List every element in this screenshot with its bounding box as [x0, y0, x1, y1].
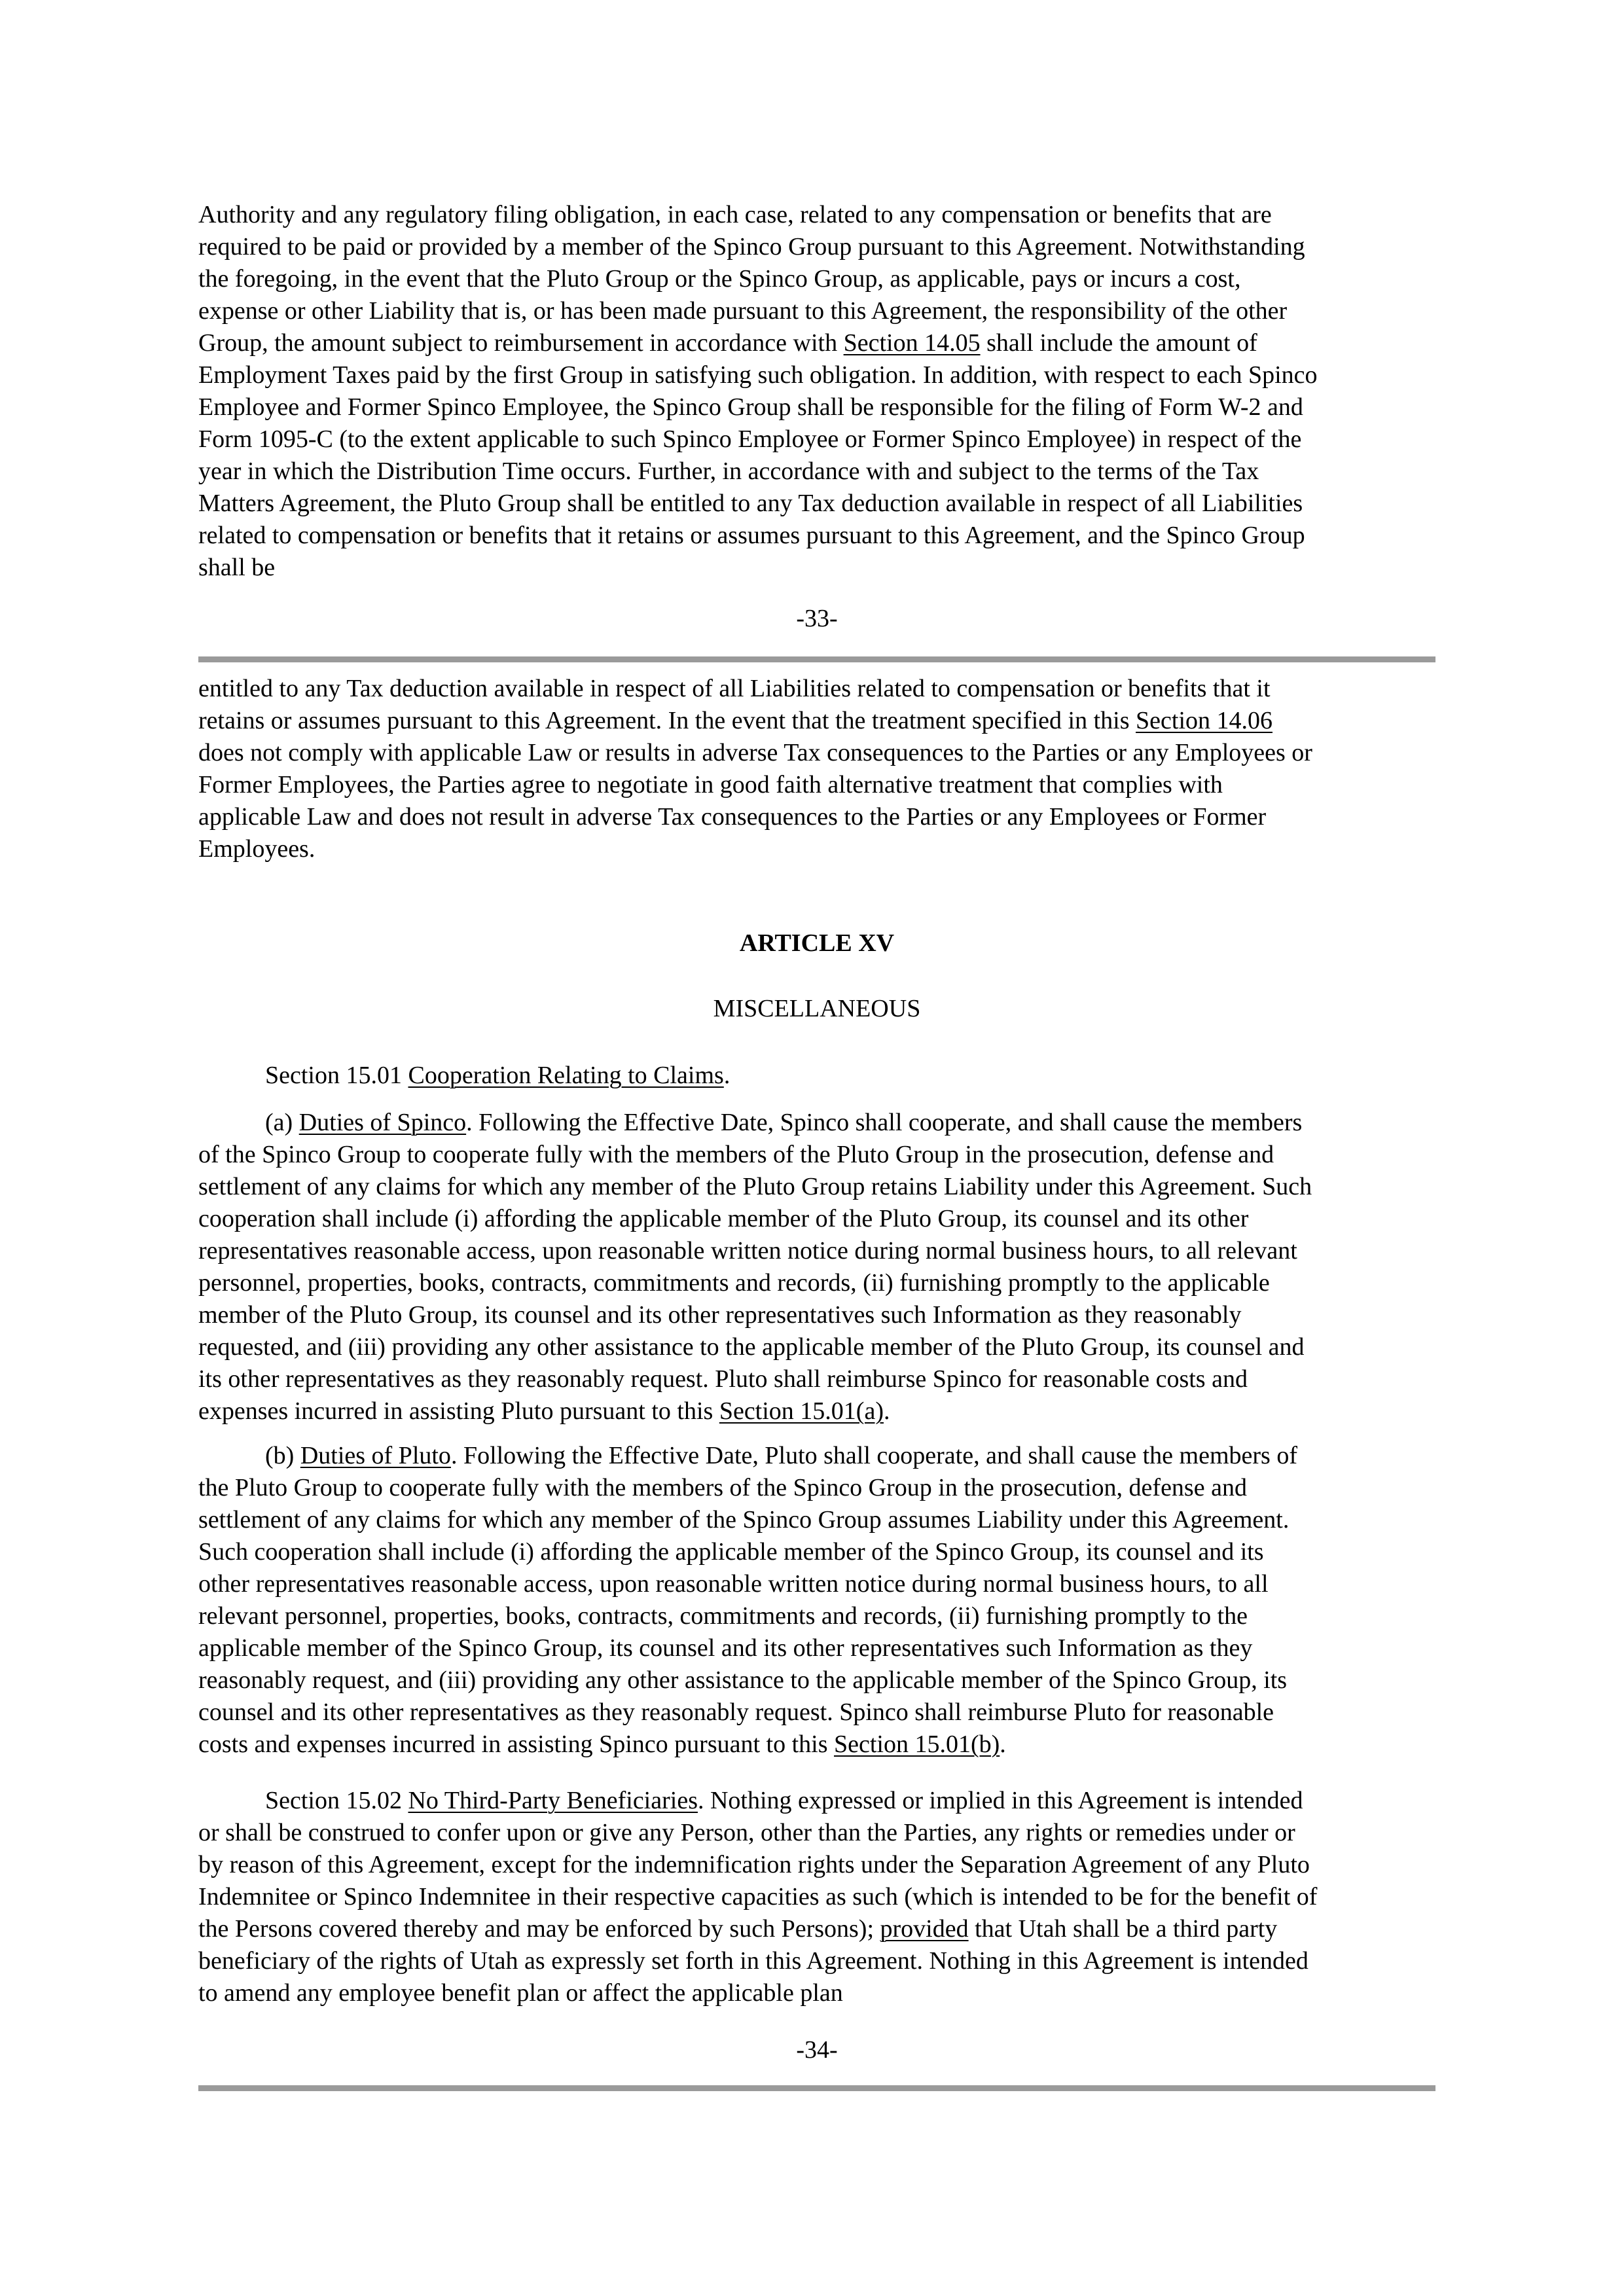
section-15-01b-link[interactable]: Section 15.01(b)	[834, 1731, 1000, 1758]
text-line	[198, 1107, 1312, 1139]
text-line: cooperation shall include (i) affording the applicable member of the Pluto Group, its counsel and its other	[198, 1205, 1249, 1232]
article-subheading: MISCELLANEOUS	[713, 995, 921, 1022]
text-span: that Utah shall be a third party	[968, 1915, 1278, 1943]
text-line	[198, 1440, 1297, 1472]
text-line: Authority and any regulatory filing obligation, in each case, related to any compensation or benefits that are	[198, 201, 1272, 228]
text-line	[198, 1785, 1317, 1817]
section-14-05-link[interactable]: Section 14.05	[843, 329, 981, 357]
text-line: entitled to any Tax deduction available in respect of all Liabilities related to compensation or benefits that it	[198, 675, 1271, 702]
clause-title: Duties of Pluto	[300, 1442, 451, 1469]
text-line: counsel and its other representatives as they reasonably request. Spinco shall reimburse Pluto for reasonable	[198, 1698, 1274, 1726]
text-span: expenses incurred in assisting Pluto pursuant to this	[198, 1397, 719, 1425]
text-line	[198, 1395, 1312, 1427]
text-span: shall include the amount of	[980, 329, 1257, 357]
text-line: does not comply with applicable Law or results in adverse Tax consequences to the Parties or any Employees or	[198, 739, 1312, 766]
section-number: Section 15.02	[265, 1787, 408, 1814]
text-line: beneficiary of the rights of Utah as expressly set forth in this Agreement. Nothing in this Agreement is intended	[198, 1947, 1308, 1975]
text-line: expense or other Liability that is, or has been made pursuant to this Agreement, the responsibility of the other	[198, 297, 1288, 325]
text-line	[198, 1729, 1297, 1761]
text-line: settlement of any claims for which any member of the Pluto Group retains Liability under this Agreement. Such	[198, 1173, 1312, 1200]
clause-title: Duties of Spinco	[298, 1109, 467, 1136]
text-line: Employees.	[198, 835, 316, 863]
section-15-01-title: Cooperation Relating to Claims	[408, 1062, 724, 1089]
section-15-02-title: No Third-Party Beneficiaries	[408, 1787, 698, 1814]
text-line: Indemnitee or Spinco Indemnitee in their respective capacities as such (which is intended to be for the benefit of	[198, 1883, 1318, 1910]
text-line: applicable Law and does not result in adverse Tax consequences to the Parties or any Employees or Former	[198, 803, 1267, 831]
text-span: .	[883, 1397, 890, 1425]
page-number-34: -34-	[796, 2036, 838, 2064]
text-line	[198, 1913, 1317, 1945]
text-line: other representatives reasonable access, upon reasonable written notice during normal business hours, to all	[198, 1570, 1269, 1598]
text-line: its other representatives as they reasonably request. Pluto shall reimburse Spinco for reasonable costs and	[198, 1365, 1248, 1393]
page-number-33: -33-	[796, 605, 838, 632]
text-line: Employee and Former Spinco Employee, the Spinco Group shall be responsible for the filing of Form W-2 and	[198, 393, 1303, 421]
text-line: applicable member of the Spinco Group, its counsel and its other representatives such Information as they	[198, 1634, 1253, 1662]
text-span: . Nothing expressed or implied in this Agreement is intended	[697, 1787, 1303, 1814]
section-14-06-link[interactable]: Section 14.06	[1136, 707, 1272, 734]
text-line	[198, 1060, 730, 1092]
text-line: requested, and (iii) providing any other assistance to the applicable member of the Pluto Group, its counsel and	[198, 1333, 1305, 1361]
section-number: Section 15.01	[265, 1062, 408, 1089]
clause-label: (b)	[265, 1442, 300, 1469]
text-line: related to compensation or benefits that it retains or assumes pursuant to this Agreement, and the Spinco Group	[198, 522, 1305, 549]
text-line: Such cooperation shall include (i) affording the applicable member of the Spinco Group, its counsel and its	[198, 1538, 1264, 1566]
paragraph-tax-obligations	[198, 199, 1318, 584]
text-span: . Following the Effective Date, Spinco shall cooperate, and shall cause the members	[466, 1109, 1303, 1136]
text-line: required to be paid or provided by a member of the Spinco Group pursuant to this Agreement. Notwithstanding	[198, 233, 1305, 260]
text-line: year in which the Distribution Time occurs. Further, in accordance with and subject to the terms of the Tax	[198, 457, 1259, 485]
text-line: shall be	[198, 554, 276, 581]
paragraph-duties-of-spinco	[198, 1107, 1312, 1427]
paragraph-no-third-party-beneficiaries	[198, 1785, 1317, 2009]
text-span: .	[723, 1062, 731, 1089]
provided-term: provided	[880, 1915, 969, 1943]
page-divider	[198, 2085, 1435, 2091]
text-line: member of the Pluto Group, its counsel and its other representatives such Information as they reasonably	[198, 1301, 1242, 1329]
article-heading: ARTICLE XV	[739, 929, 895, 957]
text-line: Employment Taxes paid by the first Group in satisfying such obligation. In addition, with respect to each Spinco	[198, 361, 1318, 389]
text-span: .	[1000, 1731, 1006, 1758]
text-span: . Following the Effective Date, Pluto shall cooperate, and shall cause the members of	[450, 1442, 1297, 1469]
text-line: representatives reasonable access, upon reasonable written notice during normal business hours, to all relevant	[198, 1237, 1297, 1265]
section-15-01a-link[interactable]: Section 15.01(a)	[719, 1397, 884, 1425]
text-line: of the Spinco Group to cooperate fully with the members of the Pluto Group in the prosecution, defense and	[198, 1141, 1274, 1168]
paragraph-duties-of-pluto	[198, 1440, 1297, 1761]
section-15-01-heading	[198, 1060, 730, 1092]
text-line: Former Employees, the Parties agree to negotiate in good faith alternative treatment that complies with	[198, 771, 1223, 798]
text-line: reasonably request, and (iii) providing any other assistance to the applicable member of the Spinco Group, its	[198, 1666, 1288, 1694]
text-line	[198, 705, 1312, 737]
text-line: or shall be construed to confer upon or give any Person, other than the Parties, any rights or remedies under or	[198, 1819, 1295, 1846]
text-line: by reason of this Agreement, except for the indemnification rights under the Separation Agreement of any Pluto	[198, 1851, 1310, 1878]
text-line: personnel, properties, books, contracts, commitments and records, (ii) furnishing promptly to the applicable	[198, 1269, 1270, 1297]
text-span: retains or assumes pursuant to this Agreement. In the event that the treatment specified in this	[198, 707, 1136, 734]
text-line: the foregoing, in the event that the Pluto Group or the Spinco Group, as applicable, pays or incurs a cost,	[198, 265, 1241, 293]
paragraph-tax-deduction-continued	[198, 673, 1312, 865]
clause-label: (a)	[265, 1109, 299, 1136]
text-span: Group, the amount subject to reimbursement in accordance with	[198, 329, 844, 357]
page-divider	[198, 656, 1435, 662]
text-line: the Pluto Group to cooperate fully with the members of the Spinco Group in the prosecution, defense and	[198, 1474, 1247, 1501]
text-line: Matters Agreement, the Pluto Group shall be entitled to any Tax deduction available in respect of all Liabilities	[198, 490, 1303, 517]
text-span: the Persons covered thereby and may be enforced by such Persons);	[198, 1915, 880, 1943]
text-span: costs and expenses incurred in assisting Spinco pursuant to this	[198, 1731, 834, 1758]
text-line: relevant personnel, properties, books, contracts, commitments and records, (ii) furnishing promptly to the	[198, 1602, 1248, 1630]
text-line: to amend any employee benefit plan or affect the applicable plan	[198, 1979, 843, 2007]
text-line: Form 1095-C (to the extent applicable to such Spinco Employee or Former Spinco Employee) in respect of the	[198, 425, 1302, 453]
text-line: settlement of any claims for which any member of the Spinco Group assumes Liability under this Agreement.	[198, 1506, 1290, 1534]
text-line	[198, 327, 1318, 359]
